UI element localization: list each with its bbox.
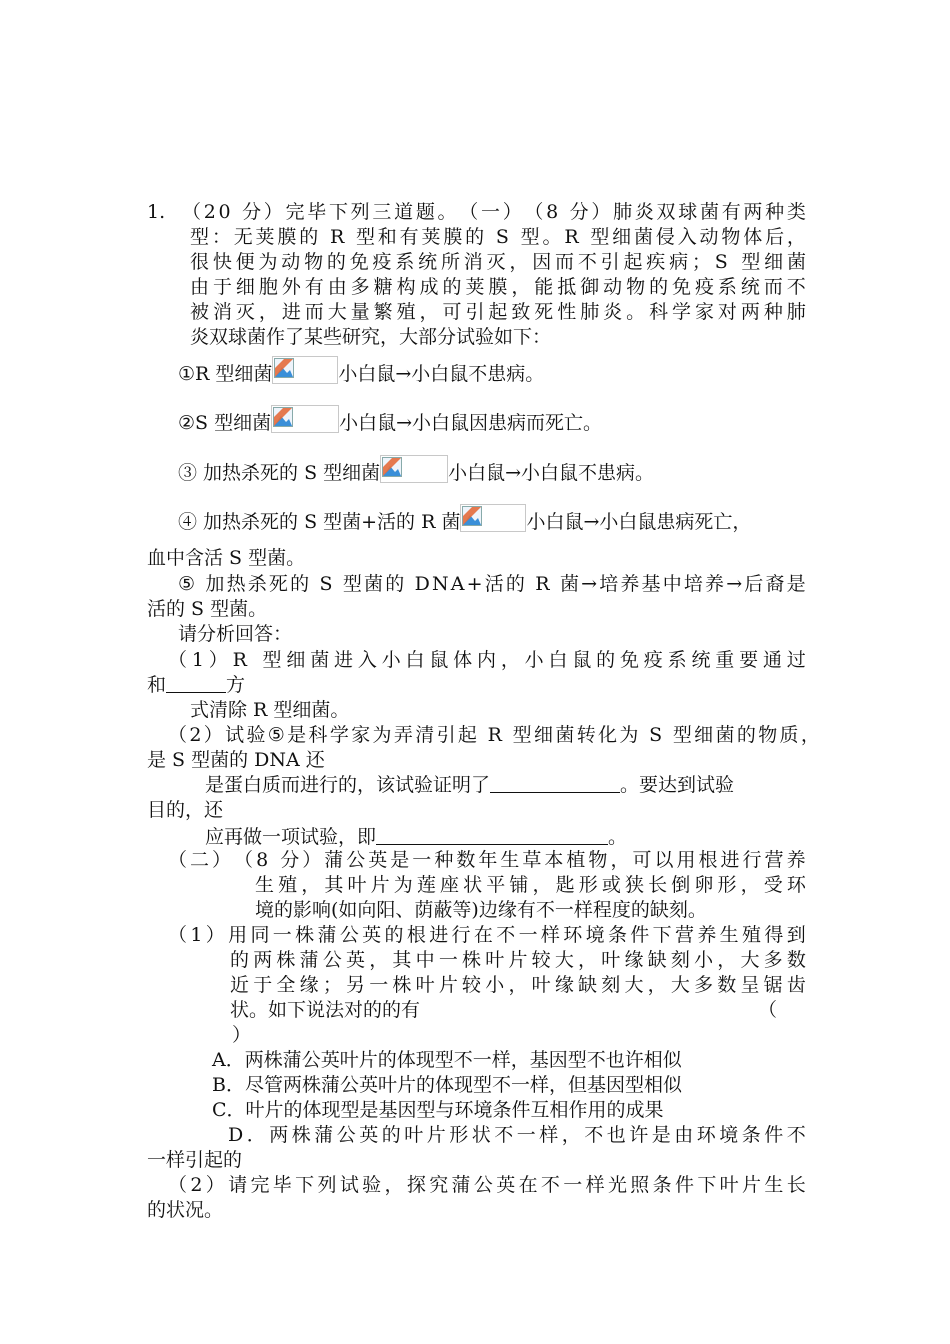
experiment-3	[178, 455, 654, 486]
analyze-prompt: 请分析回答：	[178, 623, 293, 645]
answer-blank-2[interactable]	[490, 774, 620, 793]
part2-q1-line-3: 近 于 全 缘 ； 另 一 株 叶 片 较 小 ， 叶 缘 缺 刻 大 ， 大 多 数 呈 锯 齿	[230, 974, 806, 996]
subq2-line-2: 是 S 型菌的 DNA 还	[147, 749, 325, 771]
part2-q1-line-2: 的 两 株 蒲 公 英 ， 其 中 一 株 叶 片 较 大 ， 叶 缘 缺 刻 小 ， 大 多 数	[230, 949, 806, 971]
broken-image-icon	[271, 405, 339, 433]
experiment-5-line-1: ⑤ 加 热 杀 死 的 S 型 菌 的 D N A + 活 的 R 菌 → 培 养 基 中 培 养 → 后 裔 是	[178, 573, 806, 595]
intro-line-5: 被 消 灭 ， 进 而 大 量 繁 殖 ， 可 引 起 致 死 性 肺 炎 。 科 学 家 对 两 种 肺	[190, 301, 806, 323]
answer-paren-close: ）	[232, 1024, 252, 1046]
intro-line-6: 炎双球菌作了某些研究，大部分试验如下：	[190, 326, 552, 348]
question-number: 1.	[147, 201, 166, 223]
subq2-line-4: 目的，还	[147, 799, 224, 821]
subq2-text-c: 应再做一项试验，即	[205, 826, 377, 848]
option-a[interactable]: A．两株蒲公英叶片的体现型不一样，基因型不也许相似	[212, 1049, 682, 1071]
experiment-5-line-2: 活的 S 型菌。	[147, 598, 268, 620]
experiment-2	[178, 405, 602, 436]
intro-line-2: 型 ： 无 荚 膜 的 R 型 和 有 荚 膜 的 S 型 。 R 型 细 菌 侵 入 动 物 体 后 ，	[190, 226, 806, 248]
experiment-1	[178, 356, 544, 387]
broken-image-icon	[380, 455, 448, 483]
subq1-line-2	[147, 673, 245, 698]
part2-intro-line-3: 境的影响(如向阳、荫蔽等)边缘有不一样程度的缺刻。	[255, 899, 707, 921]
subq2-text-d: 。	[608, 826, 628, 848]
subq2-line-3	[205, 773, 734, 798]
experiment-4	[178, 504, 751, 535]
part2-q2-line-2: 的状况。	[147, 1199, 224, 1221]
option-c[interactable]: C．叶片的体现型是基因型与环境条件互相作用的成果	[212, 1099, 664, 1121]
experiment-2-result: 小白鼠→小白鼠因患病而死亡。	[339, 412, 603, 434]
subq2-text-a: 是蛋白质而进行的，该试验证明了	[205, 774, 491, 796]
answer-blank-3[interactable]	[376, 826, 608, 845]
experiment-4-note: 血中含活 S 型菌。	[147, 547, 306, 569]
broken-image-icon	[272, 356, 338, 384]
experiment-1-result: 小白鼠→小白鼠不患病。	[338, 363, 545, 385]
experiment-4-result: 小白鼠→小白鼠患病死亡，	[526, 511, 752, 533]
part2-q2-line-1: （ 2 ） 请 完 毕 下 列 试 验 ， 探 究 蒲 公 英 在 不 一 样 光 照 条 件 下 叶 片 生 长	[168, 1174, 806, 1196]
subq1-line-3: 式清除 R 型细菌。	[190, 699, 350, 721]
experiment-4-subject: ④ 加热杀死的 S 型菌+活的 R 菌	[178, 511, 461, 533]
experiment-1-subject: ①R 型细菌	[178, 363, 273, 385]
option-d[interactable]: D ． 两 株 蒲 公 英 的 叶 片 形 状 不 一 样 ， 不 也 许 是 由 环 境 条 件 不	[228, 1124, 806, 1146]
experiment-3-result: 小白鼠→小白鼠不患病。	[448, 462, 655, 484]
answer-paren-open: （	[758, 999, 778, 1021]
part2-q1-line-1: （ 1 ） 用 同 一 株 蒲 公 英 的 根 进 行 在 不 一 样 环 境 条 件 下 营 养 生 殖 得 到	[168, 924, 806, 946]
subq2-line-5	[205, 825, 627, 850]
option-b[interactable]: B．尽管两株蒲公英叶片的体现型不一样，但基因型相似	[212, 1074, 682, 1096]
experiment-2-subject: ②S 型细菌	[178, 412, 272, 434]
broken-image-icon	[460, 504, 526, 532]
subq2-line-1: （ 2 ） 试 验 ⑤ 是 科 学 家 为 弄 清 引 起 R 型 细 菌 转 化 为 S 型 细 菌 的 物 质 ，	[168, 724, 820, 746]
subq1-line-1: （ 1 ） R 型 细 菌 进 入 小 白 鼠 体 内 ， 小 白 鼠 的 免 疫 系 统 重 要 通 过	[168, 649, 806, 671]
subq2-text-b: 。要达到试验	[620, 774, 735, 796]
intro-line-4: 由 于 细 胞 外 有 由 多 糖 构 成 的 荚 膜 ， 能 抵 御 动 物 的 免 疫 系 统 而 不	[190, 276, 806, 298]
part2-intro-line-2: 生 殖 ， 其 叶 片 为 莲 座 状 平 铺 ， 匙 形 或 狭 长 倒 卵 形 ， 受 环	[255, 874, 806, 896]
subq1-fang: 方	[226, 674, 246, 696]
subq1-and: 和	[147, 674, 167, 696]
part2-q1-line-4: 状。如下说法对的的有	[230, 999, 421, 1021]
intro-line-1: （ 2 0 分 ） 完 毕 下 列 三 道 题 。 （ 一 ） （ 8 分 ） 肺 炎 双 球 菌 有 两 种 类	[182, 201, 806, 223]
intro-line-3: 很 快 便 为 动 物 的 免 疫 系 统 所 消 灭 ， 因 而 不 引 起 疾 病 ； S 型 细 菌	[190, 251, 806, 273]
experiment-3-subject: ③ 加热杀死的 S 型细菌	[178, 462, 381, 484]
part2-intro-line-1: （ 二 ） （ 8 分 ） 蒲 公 英 是 一 种 数 年 生 草 本 植 物 ， 可 以 用 根 进 行 营 养	[168, 849, 806, 871]
answer-blank-1[interactable]	[166, 674, 226, 693]
option-d-cont: 一样引起的	[147, 1149, 243, 1171]
